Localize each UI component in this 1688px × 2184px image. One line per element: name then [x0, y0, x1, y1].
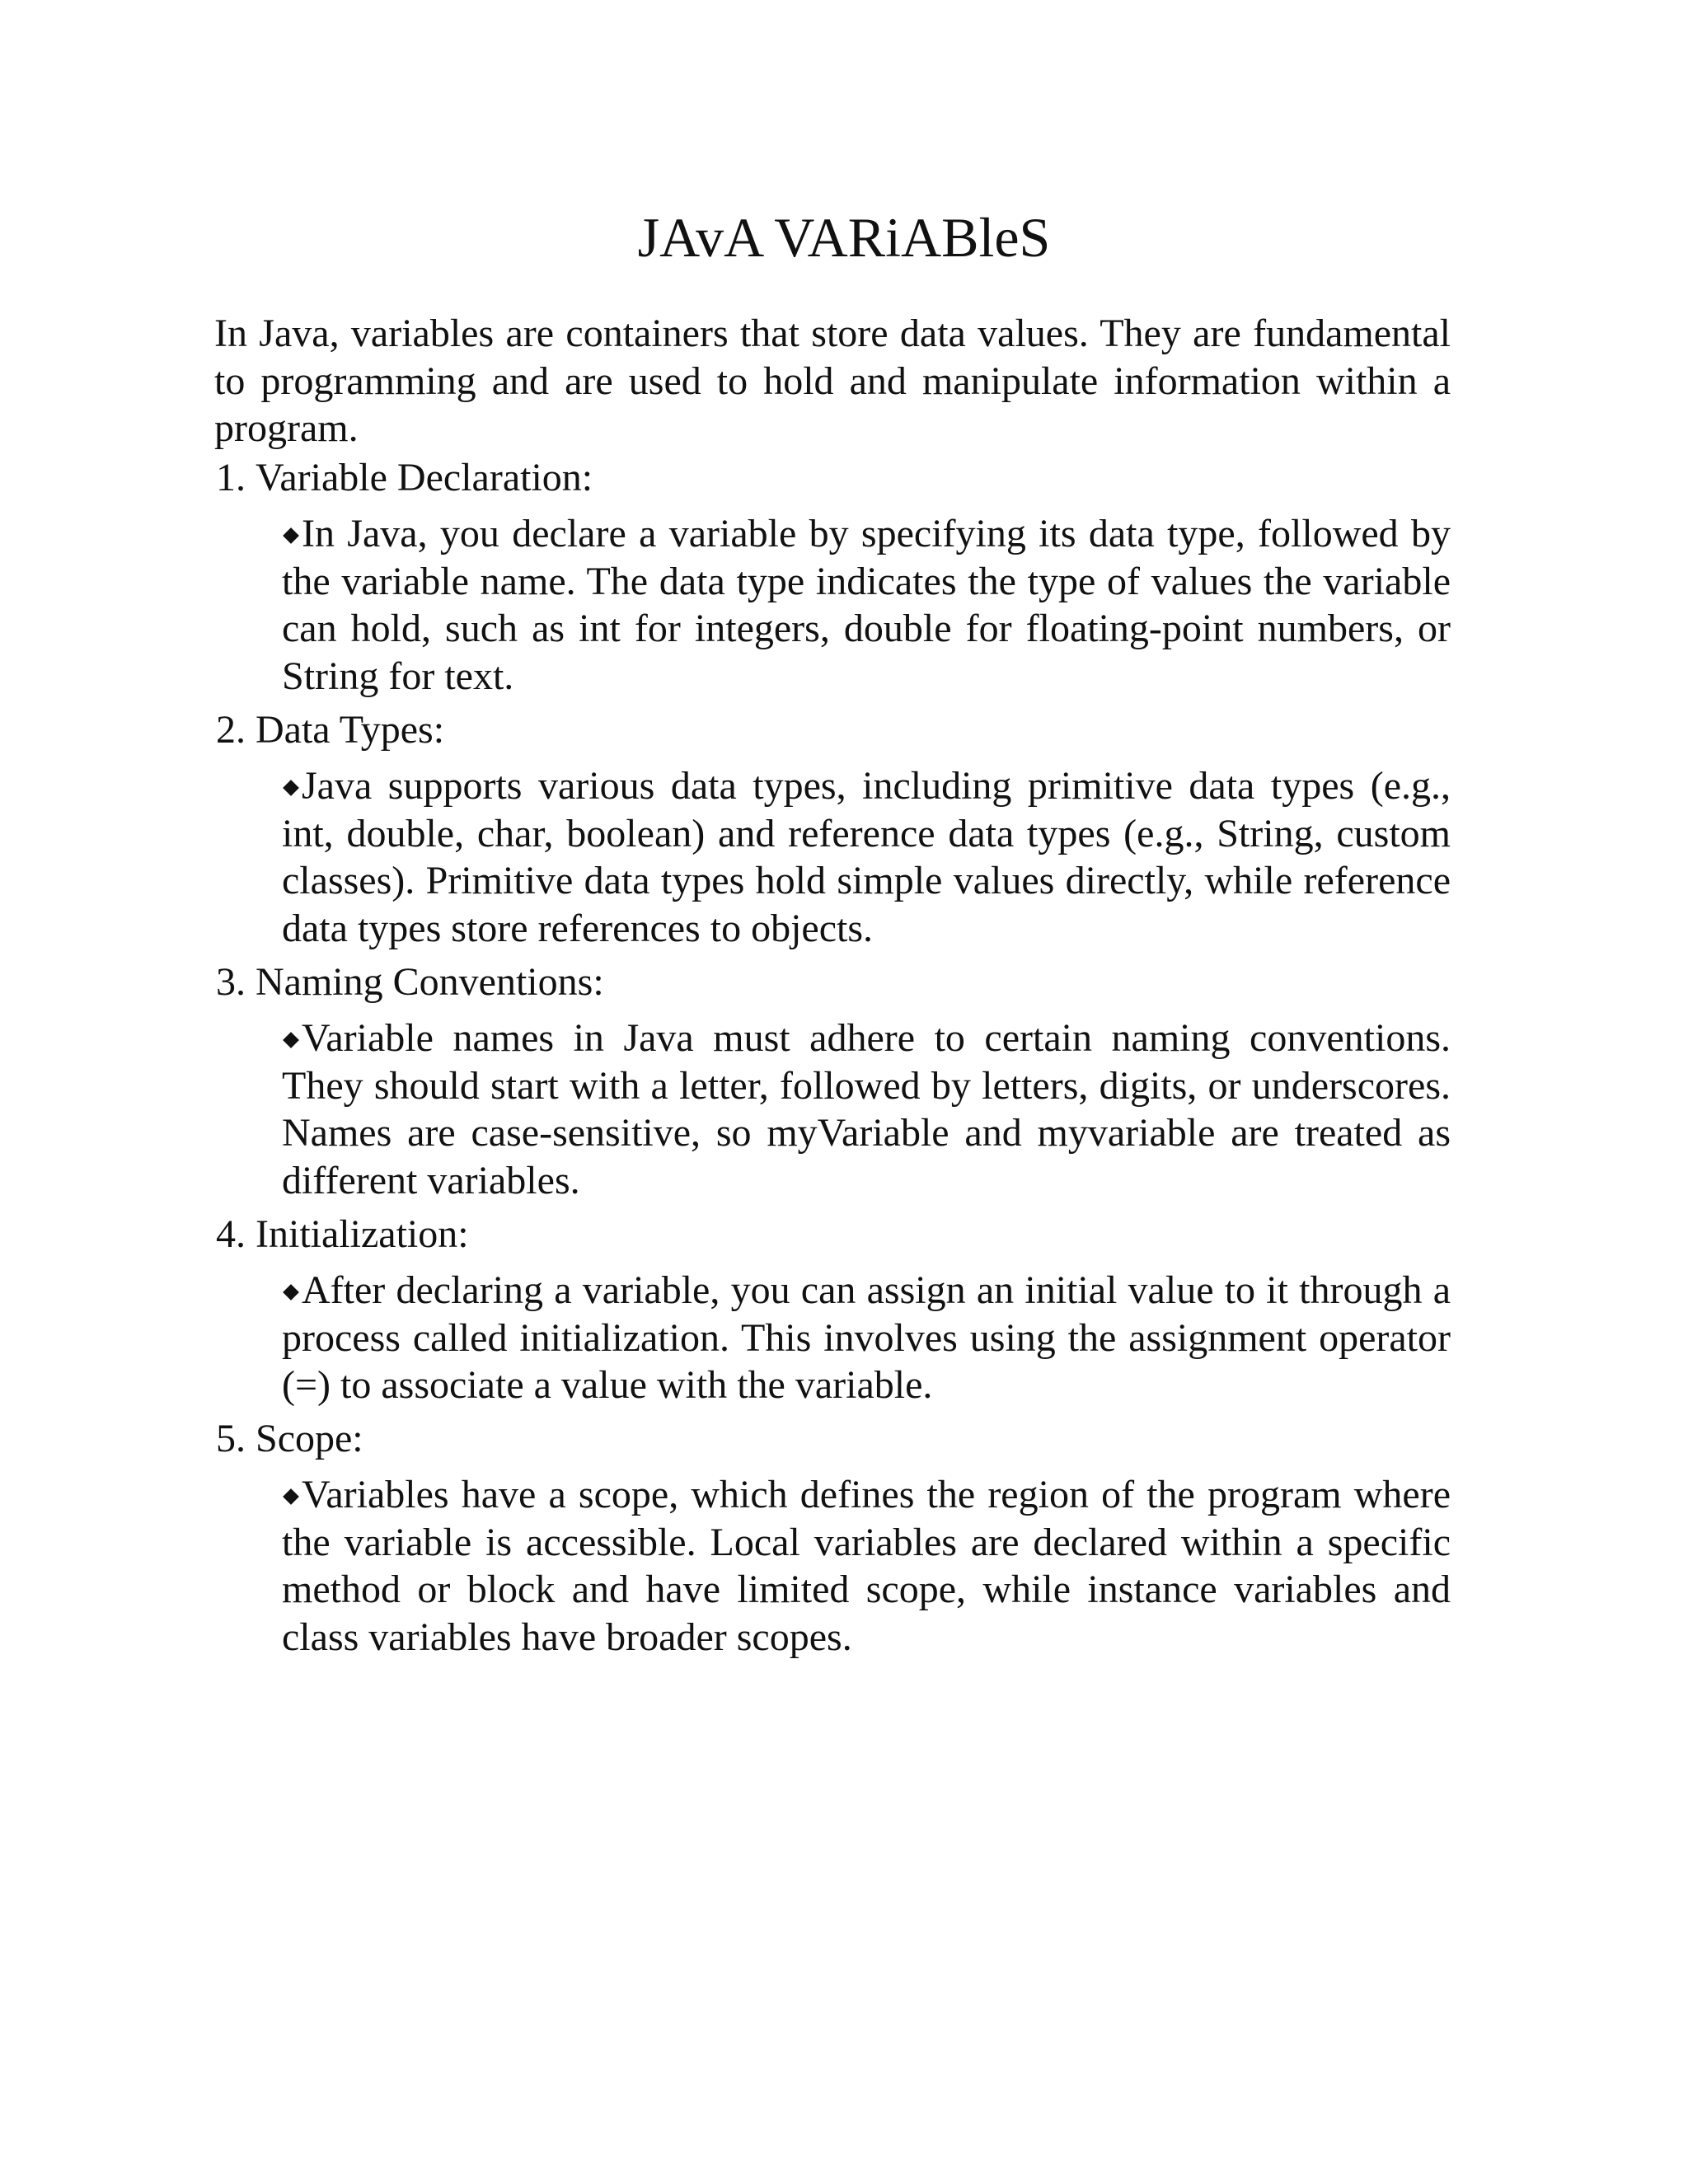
diamond-bullet-icon — [283, 780, 299, 796]
section-title: Naming Conventions: — [256, 960, 604, 1004]
section-bullet-initialization — [282, 1267, 1451, 1409]
document-title: JAvA VARiABleS — [637, 206, 1051, 269]
section-title: Data Types: — [256, 708, 445, 752]
section-title: Initialization: — [256, 1212, 469, 1256]
section-bullet-data-types — [282, 762, 1451, 952]
section-heading-data-types — [216, 706, 444, 754]
section-heading-initialization — [216, 1211, 469, 1258]
section-title: Scope: — [256, 1417, 363, 1460]
diamond-bullet-icon — [283, 527, 299, 544]
intro-paragraph: In Java, variables are containers that store data values. They are fundamental to programming and are used to hold and manipulate information within a program. — [214, 312, 1451, 450]
section-title: Variable Declaration: — [256, 456, 593, 499]
bullet-text: After declaring a variable, you can assign an initial value to it through a process called initialization. This involves using the assignment operator (=) to associate a value with the variable. — [282, 1268, 1451, 1407]
bullet-text: Java supports various data types, including primitive data types (e.g., int, double, char, boolean) and reference data types (e.g., String, custom classes). Primitive data types hold simple values directly, while reference data types store references to objects. — [282, 764, 1451, 950]
section-bullet-variable-declaration — [282, 510, 1451, 700]
section-heading-variable-declaration — [216, 454, 593, 502]
section-number: 1. — [216, 456, 246, 499]
section-number: 2. — [216, 708, 246, 752]
section-number: 4. — [216, 1212, 246, 1256]
section-bullet-scope — [282, 1471, 1451, 1661]
section-heading-scope — [216, 1415, 363, 1463]
bullet-text: In Java, you declare a variable by specifying its data type, followed by the variable name. The data type indicates the type of values the variable can hold, such as int for integers, double for floating-point numbers, or String for text. — [282, 512, 1451, 698]
section-number: 3. — [216, 960, 246, 1004]
section-bullet-naming-conventions — [282, 1015, 1451, 1204]
section-heading-naming-conventions — [216, 958, 604, 1006]
diamond-bullet-icon — [283, 1032, 299, 1048]
section-number: 5. — [216, 1417, 246, 1460]
diamond-bullet-icon — [283, 1488, 299, 1505]
diamond-bullet-icon — [283, 1284, 299, 1301]
bullet-text: Variable names in Java must adhere to certain naming conventions. They should start with a letter, followed by letters, digits, or underscores. Names are case-sensitive, so myVariable and myvariable are treated as different variables. — [282, 1016, 1451, 1202]
bullet-text: Variables have a scope, which defines the region of the program where the variable is accessible. Local variables are declared within a specific method or block and have limited scope, while instance variables and class variables have broader scopes. — [282, 1473, 1451, 1659]
